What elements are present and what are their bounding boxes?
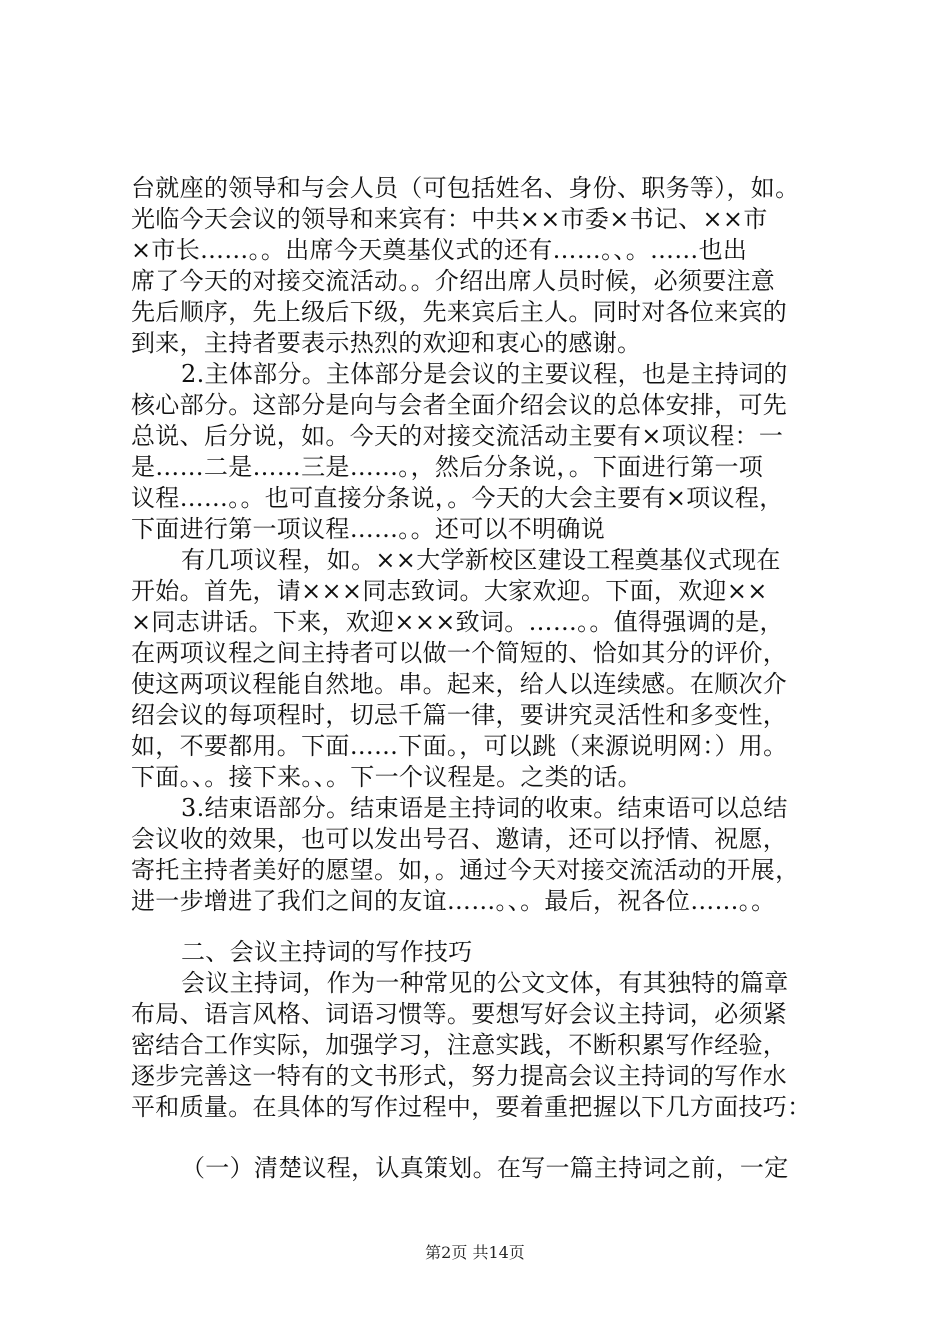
text-line: 是……二是……三是……。，然后分条说，。下面进行第一项 (131, 453, 764, 481)
text-line: 光临今天会议的领导和来宾有：中共××市委×书记、××市 (131, 205, 768, 233)
text-line: 密结合工作实际，加强学习，注意实践，不断积累写作经验， (131, 1031, 788, 1059)
text-line: 到来，主持者要表示热烈的欢迎和衷心的感谢。 (131, 329, 642, 357)
text-line: 下面。、。接下来。、。下一个议程是。之类的话。 (131, 763, 642, 791)
text-line: 总说、后分说，如。今天的对接交流活动主要有×项议程：一 (131, 422, 784, 450)
body-text-section-1 (131, 173, 851, 917)
text-line: 先后顺序，先上级后下级，先来宾后主人。同时对各位来宾的 (131, 298, 788, 326)
text-line: 3.结束语部分。结束语是主持词的收束。结束语可以总结 (181, 794, 788, 822)
text-line: 核心部分。这部分是向与会者全面介绍会议的总体安排，可先 (131, 391, 788, 419)
body-text-section-3 (131, 1153, 851, 1184)
text-line: 台就座的领导和与会人员（可包括姓名、身份、职务等），如。 (131, 174, 800, 202)
text-line: 会议主持词，作为一种常见的公文文体，有其独特的篇章 (181, 969, 789, 997)
text-line: 下面进行第一项议程……。。还可以不明确说 (131, 515, 605, 543)
text-line: 逐步完善这一特有的文书形式，努力提高会议主持词的写作水 (131, 1062, 788, 1090)
text-line: 平和质量。在具体的写作过程中，要着重把握以下几方面技巧： (131, 1093, 812, 1121)
text-line: 2.主体部分。主体部分是会议的主要议程，也是主持词的 (181, 360, 788, 388)
text-line: （一）清楚议程，认真策划。在写一篇主持词之前，一定 (181, 1154, 789, 1182)
page-footer: 第2页 共14页 (425, 1243, 525, 1262)
text-line: 如，不要都用。下面……下面。，可以跳（来源说明网：）用。 (131, 732, 788, 760)
text-line: 在两项议程之间主持者可以做一个简短的、恰如其分的评价， (131, 639, 788, 667)
text-line: 开始。首先，请×××同志致词。大家欢迎。下面，欢迎×× (131, 577, 768, 605)
text-line: 布局、语言风格、词语习惯等。要想写好会议主持词，必须紧 (131, 1000, 788, 1028)
text-line: 席了今天的对接交流活动。。介绍出席人员时候，必须要注意 (131, 267, 776, 295)
text-line: 进一步增进了我们之间的友谊……。、。最后，祝各位……。。 (131, 887, 776, 915)
section-heading: 二、会议主持词的写作技巧 (181, 938, 473, 966)
text-line: 寄托主持者美好的愿望。如，。通过今天对接交流活动的开展， (131, 856, 800, 884)
body-text-section-2 (131, 937, 851, 1123)
text-line: 绍会议的每项程时，切忌千篇一律，要讲究灵活性和多变性， (131, 701, 788, 729)
text-line: 会议收的效果，也可以发出号召、邀请，还可以抒情、祝愿， (131, 825, 788, 853)
text-line: ×同志讲话。下来，欢迎×××致词。……。。值得强调的是， (131, 608, 784, 636)
text-line: ×市长……。。出席今天奠基仪式的还有……。、。……也出 (131, 236, 748, 264)
text-line: 有几项议程，如。××大学新校区建设工程奠基仪式现在 (181, 546, 781, 574)
text-line: 使这两项议程能自然地。串。起来，给人以连续感。在顺次介 (131, 670, 788, 698)
text-line: 议程……。。也可直接分条说，。今天的大会主要有×项议程， (131, 484, 784, 512)
